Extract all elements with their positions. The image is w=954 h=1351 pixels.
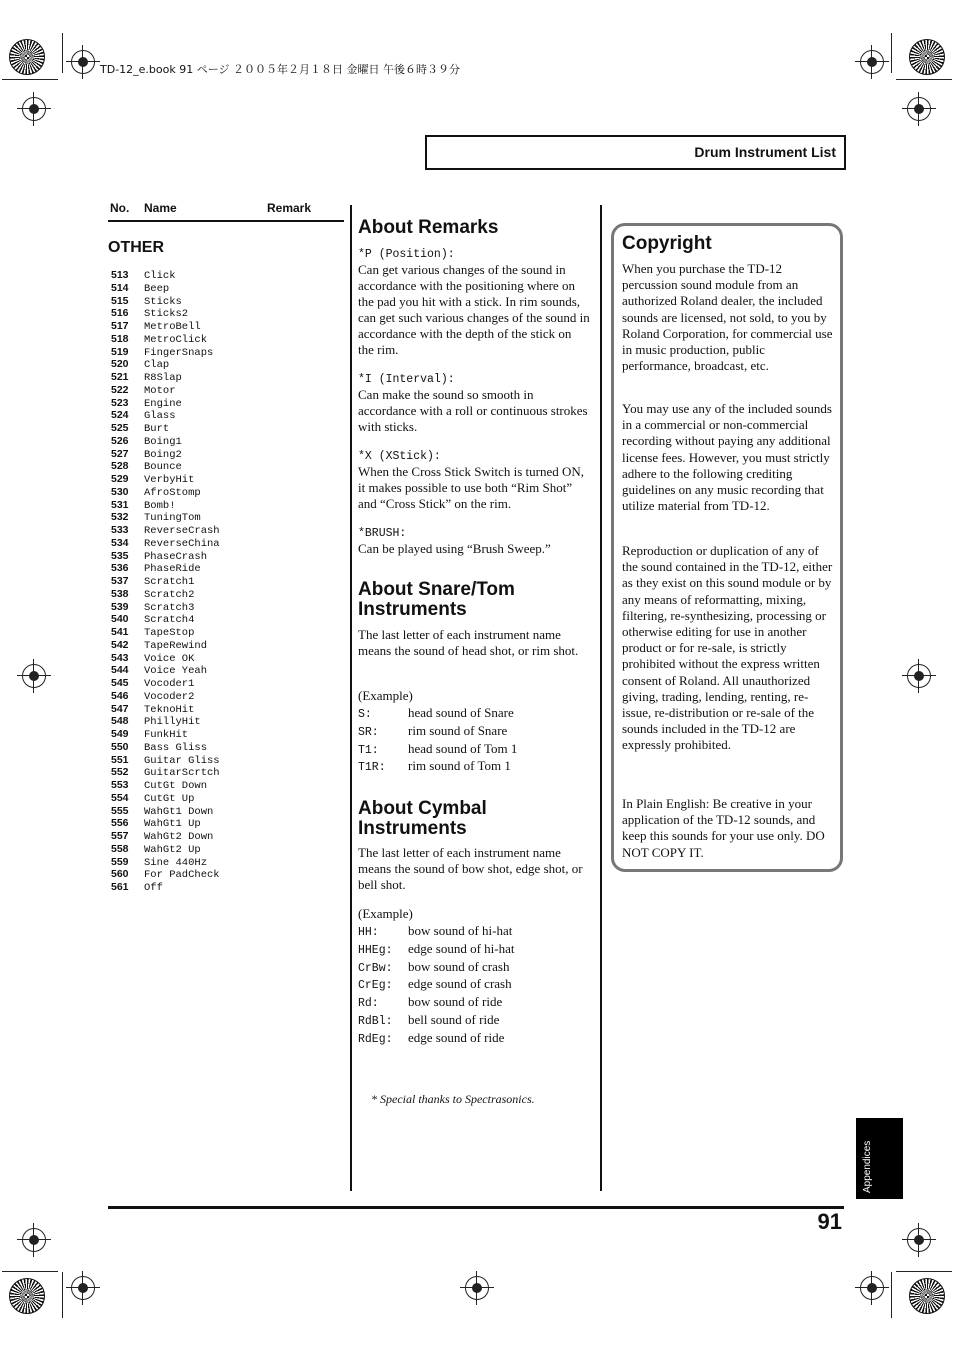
list-item bbox=[111, 523, 220, 536]
crosshair-mark bbox=[860, 50, 884, 74]
list-item bbox=[111, 689, 220, 702]
instrument-name: Boing2 bbox=[144, 448, 182, 461]
crosshair-mark bbox=[22, 1228, 46, 1252]
list-item bbox=[111, 510, 220, 523]
instrument-name: Sticks bbox=[144, 295, 182, 308]
list-item bbox=[111, 651, 220, 664]
instrument-number: 514 bbox=[111, 281, 129, 294]
list-item bbox=[111, 663, 220, 676]
list-item bbox=[111, 842, 220, 855]
example-code: HH: bbox=[358, 926, 379, 939]
instrument-number: 527 bbox=[111, 447, 129, 460]
list-item bbox=[111, 574, 220, 587]
list-item bbox=[111, 396, 220, 409]
cymbal-example-list bbox=[358, 922, 590, 1047]
example-code: SR: bbox=[358, 725, 379, 739]
instrument-name: WahGt1 Down bbox=[144, 805, 214, 818]
instrument-number: 532 bbox=[111, 511, 129, 524]
instrument-name: Scratch1 bbox=[144, 576, 195, 588]
instrument-number: 547 bbox=[111, 702, 129, 715]
instrument-number: 542 bbox=[111, 638, 129, 651]
instrument-number: 539 bbox=[111, 600, 129, 613]
instrument-name: Click bbox=[144, 270, 176, 282]
instrument-name: Burt bbox=[144, 423, 170, 435]
instrument-name: PhillyHit bbox=[144, 716, 201, 729]
instrument-number: 545 bbox=[111, 677, 129, 689]
instrument-name: TapeStop bbox=[144, 627, 195, 639]
header-rule bbox=[108, 220, 344, 222]
cymbal-example-label: (Example) bbox=[358, 906, 413, 921]
column-header-remark: Remark bbox=[267, 201, 312, 215]
instrument-number: 553 bbox=[111, 779, 129, 791]
instrument-name: Scratch2 bbox=[144, 588, 195, 601]
example-description: edge sound of ride bbox=[408, 1029, 505, 1045]
instrument-number: 518 bbox=[111, 332, 129, 345]
list-item bbox=[111, 268, 220, 281]
instrument-number: 537 bbox=[111, 575, 129, 587]
example-row bbox=[358, 993, 590, 1011]
list-item bbox=[111, 778, 220, 791]
copyright-paragraph: Reproduction or duplication of any of the sound contained in the TD-12, either as they exist on this sound module or by any means of reformatting, mixing, filtering, re-synthesizing, processing or otherwise editing for use in another product or for re-sale, is strictly prohibited without the express written consent of Roland. All unauthorized giving, trading, lending, renting, re-issue, re-distribution or re-sale of the sounds included in the TD-12 are expressly prohibited. bbox=[622, 543, 833, 753]
list-item bbox=[111, 357, 220, 370]
list-item bbox=[111, 676, 220, 689]
remark-text-xstick: When the Cross Stick Switch is turned ON, it makes possible to use both “Rim Shot” and “Cross Stick” on the rim. bbox=[358, 464, 585, 511]
snare-example-list bbox=[358, 704, 590, 775]
list-item bbox=[111, 880, 220, 893]
list-item bbox=[111, 587, 220, 600]
instrument-name: Motor bbox=[144, 384, 176, 397]
crosshair-mark bbox=[22, 97, 46, 121]
crop-line bbox=[62, 1272, 63, 1318]
copyright-paragraph: You may use any of the included sounds in a commercial or non-commercial recording without paying any additional license fees. However, you must strictly adhere to the following crediting guidelines on any music recording that utilize material from TD-12. bbox=[622, 401, 832, 514]
instrument-number: 558 bbox=[111, 842, 129, 855]
remark-code-interval: *I (Interval): bbox=[358, 373, 455, 386]
instrument-name: Boing1 bbox=[144, 435, 182, 448]
list-item bbox=[111, 447, 220, 460]
remark-text-interval: Can make the sound so smooth in accordance with a roll or continuous strokes with sticks. bbox=[358, 387, 588, 434]
list-item bbox=[111, 536, 220, 549]
example-description: head sound of Tom 1 bbox=[408, 740, 518, 756]
list-item bbox=[111, 867, 220, 880]
example-code: T1: bbox=[358, 743, 379, 757]
instrument-name: ReverseCrash bbox=[144, 525, 220, 537]
instrument-name: AfroStomp bbox=[144, 486, 201, 499]
copyright-box bbox=[611, 223, 843, 872]
instrument-number: 531 bbox=[111, 498, 129, 511]
list-item bbox=[111, 753, 220, 766]
example-code: RdBl: bbox=[358, 1014, 393, 1028]
remark-code-xstick: *X (XStick): bbox=[358, 450, 441, 463]
instrument-number: 523 bbox=[111, 396, 129, 409]
example-code: RdEg: bbox=[358, 1032, 393, 1046]
example-description: edge sound of crash bbox=[408, 976, 512, 992]
list-item bbox=[111, 855, 220, 868]
header-box bbox=[425, 135, 846, 170]
instrument-number: 540 bbox=[111, 613, 129, 626]
instrument-number: 538 bbox=[111, 587, 129, 600]
instrument-number: 533 bbox=[111, 524, 129, 536]
instrument-number: 530 bbox=[111, 485, 129, 498]
remark-text-brush: Can be played using “Brush Sweep.” bbox=[358, 541, 551, 556]
instrument-name: VerbyHit bbox=[144, 474, 195, 486]
instrument-name: Vocoder1 bbox=[144, 678, 195, 690]
example-description: bow sound of crash bbox=[408, 958, 510, 974]
list-item bbox=[111, 485, 220, 498]
list-item bbox=[111, 345, 220, 358]
snare-example-label: (Example) bbox=[358, 688, 413, 703]
example-code: Rd: bbox=[358, 997, 379, 1011]
example-row bbox=[358, 975, 590, 993]
example-description: head sound of Snare bbox=[408, 705, 514, 720]
instrument-name: For PadCheck bbox=[144, 869, 220, 882]
instrument-number: 524 bbox=[111, 409, 129, 422]
crop-line bbox=[896, 79, 952, 80]
list-item bbox=[111, 294, 220, 307]
example-description: bell sound of ride bbox=[408, 1011, 500, 1027]
example-code: T1R: bbox=[358, 761, 386, 775]
crosshair-mark bbox=[22, 664, 46, 688]
instrument-name: TuningTom bbox=[144, 512, 201, 525]
list-item bbox=[111, 306, 220, 319]
list-item bbox=[111, 804, 220, 817]
instrument-number: 516 bbox=[111, 307, 129, 320]
instrument-name: Scratch3 bbox=[144, 601, 195, 614]
list-item bbox=[111, 498, 220, 511]
instrument-number: 541 bbox=[111, 626, 129, 638]
instrument-name: CutGt Down bbox=[144, 780, 208, 792]
crop-line bbox=[62, 33, 63, 73]
copyright-paragraph: In Plain English: Be creative in your application of the TD-12 sounds, and keep this sounds for your use only. DO NOT COPY IT. bbox=[622, 796, 825, 860]
footer-rule bbox=[108, 1206, 844, 1209]
instrument-name: R8Slap bbox=[144, 372, 182, 384]
list-item bbox=[111, 434, 220, 447]
instrument-name: FingerSnaps bbox=[144, 346, 214, 359]
list-item bbox=[111, 459, 220, 472]
instrument-name: Voice OK bbox=[144, 652, 195, 665]
registration-star-mark bbox=[9, 39, 45, 75]
list-item bbox=[111, 740, 220, 753]
instrument-number: 554 bbox=[111, 791, 129, 804]
instrument-number: 517 bbox=[111, 320, 129, 332]
section-title-remarks: About Remarks bbox=[358, 217, 499, 238]
crosshair-mark bbox=[860, 1276, 884, 1300]
list-item bbox=[111, 791, 220, 804]
instrument-list bbox=[111, 268, 220, 893]
example-row bbox=[358, 757, 590, 775]
example-code: S: bbox=[358, 708, 372, 721]
example-description: bow sound of hi-hat bbox=[408, 923, 513, 938]
example-row bbox=[358, 722, 590, 740]
example-row bbox=[358, 1011, 590, 1029]
instrument-number: 550 bbox=[111, 740, 129, 753]
remark-code-brush: *BRUSH: bbox=[358, 527, 407, 540]
instrument-number: 522 bbox=[111, 383, 129, 396]
side-tab-label: Appendices bbox=[862, 1140, 873, 1193]
instrument-number: 526 bbox=[111, 434, 129, 447]
crosshair-mark bbox=[465, 1276, 489, 1300]
example-row bbox=[358, 958, 590, 976]
instrument-name: Beep bbox=[144, 282, 170, 295]
instrument-name: Guitar Gliss bbox=[144, 754, 220, 767]
instrument-number: 555 bbox=[111, 804, 129, 817]
list-item bbox=[111, 638, 220, 651]
list-item bbox=[111, 561, 220, 574]
crop-line bbox=[2, 1271, 58, 1272]
instrument-number: 535 bbox=[111, 549, 129, 562]
instrument-number: 525 bbox=[111, 422, 129, 434]
list-item bbox=[111, 702, 220, 715]
example-description: rim sound of Snare bbox=[408, 722, 508, 738]
instrument-number: 544 bbox=[111, 664, 129, 677]
remark-text-position: Can get various changes of the sound in accordance with the positioning where on the pad you hit with a stick. In rim sounds, can get such various changes of the sound in accordance with the depth of the stick on the rim. bbox=[358, 262, 590, 357]
list-item bbox=[111, 332, 220, 345]
instrument-number: 543 bbox=[111, 651, 129, 664]
instrument-number: 515 bbox=[111, 294, 129, 307]
crop-line bbox=[891, 1272, 892, 1318]
instrument-number: 546 bbox=[111, 689, 129, 702]
remark-code-position: *P (Position): bbox=[358, 248, 455, 261]
crosshair-mark bbox=[71, 1276, 95, 1300]
instrument-number: 528 bbox=[111, 460, 129, 473]
list-item bbox=[111, 714, 220, 727]
instrument-name: PhaseCrash bbox=[144, 550, 208, 563]
instrument-number: 560 bbox=[111, 868, 129, 881]
example-row bbox=[358, 1029, 590, 1047]
copyright-title: Copyright bbox=[622, 233, 712, 254]
instrument-name: Sine 440Hz bbox=[144, 856, 208, 869]
footnote: * Special thanks to Spectrasonics. bbox=[371, 1092, 535, 1106]
instrument-name: Engine bbox=[144, 397, 182, 410]
instrument-number: 520 bbox=[111, 358, 129, 371]
instrument-name: WahGt2 Down bbox=[144, 831, 214, 843]
section-title-cymbal-line1: About Cymbal bbox=[358, 798, 487, 819]
instrument-number: 552 bbox=[111, 766, 129, 779]
example-row bbox=[358, 940, 590, 958]
list-item bbox=[111, 383, 220, 396]
instrument-name: Off bbox=[144, 882, 163, 894]
list-item bbox=[111, 612, 220, 625]
example-code: CrEg: bbox=[358, 979, 393, 993]
example-code: HHEg: bbox=[358, 943, 393, 957]
instrument-name: Vocoder2 bbox=[144, 690, 195, 703]
instrument-name: Bomb! bbox=[144, 499, 176, 512]
side-tab bbox=[856, 1118, 903, 1199]
list-item bbox=[111, 370, 220, 383]
instrument-number: 549 bbox=[111, 728, 129, 740]
instrument-number: 551 bbox=[111, 753, 129, 766]
instrument-number: 519 bbox=[111, 345, 129, 358]
instrument-number: 548 bbox=[111, 715, 129, 728]
instrument-name: TeknoHit bbox=[144, 703, 195, 716]
instrument-number: 529 bbox=[111, 473, 129, 485]
section-title-snare-line2: Instruments bbox=[358, 599, 467, 620]
list-item bbox=[111, 829, 220, 842]
crop-line bbox=[896, 1271, 952, 1272]
header-title: Drum Instrument List bbox=[694, 144, 836, 160]
instrument-number: 556 bbox=[111, 817, 129, 830]
list-item bbox=[111, 765, 220, 778]
crosshair-mark bbox=[907, 664, 931, 688]
page-number: 91 bbox=[817, 1209, 842, 1234]
list-item bbox=[111, 816, 220, 829]
instrument-name: MetroBell bbox=[144, 321, 201, 333]
list-item bbox=[111, 549, 220, 562]
instrument-name: MetroClick bbox=[144, 333, 208, 346]
example-description: bow sound of ride bbox=[408, 994, 503, 1010]
instrument-name: PhaseRide bbox=[144, 563, 201, 576]
crosshair-mark bbox=[907, 97, 931, 121]
example-description: edge sound of hi-hat bbox=[408, 940, 515, 956]
column-divider bbox=[350, 205, 352, 1191]
instrument-name: Bass Gliss bbox=[144, 741, 208, 754]
crop-line bbox=[2, 79, 58, 80]
list-item bbox=[111, 472, 220, 485]
example-code: CrBw: bbox=[358, 961, 393, 975]
instrument-name: FunkHit bbox=[144, 729, 189, 741]
instrument-number: 559 bbox=[111, 855, 129, 868]
instrument-name: TapeRewind bbox=[144, 639, 208, 652]
crosshair-mark bbox=[71, 50, 95, 74]
crosshair-mark bbox=[907, 1228, 931, 1252]
instrument-name: WahGt2 Up bbox=[144, 843, 201, 856]
instrument-name: GuitarScrtch bbox=[144, 767, 220, 780]
instrument-number: 534 bbox=[111, 536, 129, 549]
list-item bbox=[111, 281, 220, 294]
instrument-name: Clap bbox=[144, 359, 170, 372]
instrument-number: 513 bbox=[111, 269, 129, 281]
crop-line bbox=[891, 33, 892, 73]
instrument-name: Voice Yeah bbox=[144, 665, 208, 678]
file-info: TD-12_e.book 91 ページ ２００５年２月１８日 金曜日 午後６時３９分 bbox=[100, 63, 460, 76]
list-item bbox=[111, 625, 220, 638]
column-header-name: Name bbox=[144, 201, 177, 215]
instrument-name: Glass bbox=[144, 410, 176, 423]
section-title-other: OTHER bbox=[108, 239, 164, 256]
cymbal-text: The last letter of each instrument name means the sound of bow shot, edge shot, or bell shot. bbox=[358, 845, 583, 892]
instrument-name: Sticks2 bbox=[144, 308, 189, 321]
example-row bbox=[358, 922, 590, 940]
instrument-name: CutGt Up bbox=[144, 792, 195, 805]
registration-star-mark bbox=[9, 1278, 45, 1314]
section-title-snare-line1: About Snare/Tom bbox=[358, 579, 515, 600]
registration-star-mark bbox=[909, 1278, 945, 1314]
list-item bbox=[111, 600, 220, 613]
list-item bbox=[111, 727, 220, 740]
section-title-cymbal-line2: Instruments bbox=[358, 818, 467, 839]
registration-star-mark bbox=[909, 39, 945, 75]
instrument-number: 561 bbox=[111, 881, 129, 893]
instrument-name: ReverseChina bbox=[144, 537, 220, 550]
instrument-number: 557 bbox=[111, 830, 129, 842]
column-divider bbox=[600, 205, 602, 1191]
instrument-name: Scratch4 bbox=[144, 614, 195, 627]
instrument-name: Bounce bbox=[144, 461, 182, 474]
example-description: rim sound of Tom 1 bbox=[408, 758, 511, 774]
list-item bbox=[111, 421, 220, 434]
instrument-number: 521 bbox=[111, 371, 129, 383]
example-row bbox=[358, 704, 590, 722]
list-item bbox=[111, 408, 220, 421]
snare-text: The last letter of each instrument name means the sound of head shot, or rim shot. bbox=[358, 627, 579, 658]
instrument-name: WahGt1 Up bbox=[144, 818, 201, 831]
example-row bbox=[358, 740, 590, 758]
list-item bbox=[111, 319, 220, 332]
instrument-number: 536 bbox=[111, 562, 129, 575]
copyright-paragraph: When you purchase the TD-12 percussion sound module from an authorized Roland dealer, the included sounds are licensed, not sold, to you by Roland Corporation, for commercial use in music production, public performance, broadcast, etc. bbox=[622, 261, 833, 374]
column-header-no: No. bbox=[110, 201, 130, 215]
